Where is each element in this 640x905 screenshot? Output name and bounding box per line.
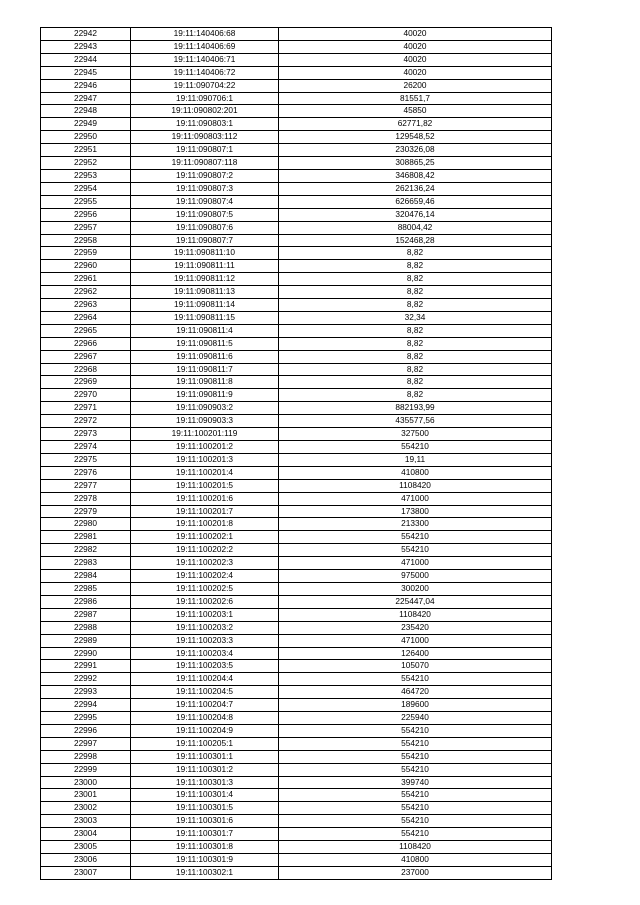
row-number-cell: 22950 [41,131,131,144]
value-cell: 320476,14 [279,208,552,221]
value-cell: 189600 [279,699,552,712]
cadastral-number-cell: 19:11:090807:3 [131,182,279,195]
cadastral-number-cell: 19:11:090811:11 [131,260,279,273]
value-cell: 19,11 [279,453,552,466]
value-cell: 1108420 [279,841,552,854]
table-row [41,531,552,544]
value-cell: 8,82 [279,363,552,376]
row-number-cell: 22960 [41,260,131,273]
row-number-cell: 22958 [41,234,131,247]
table-row [41,131,552,144]
cadastral-number-cell: 19:11:100204:9 [131,724,279,737]
cadastral-number-cell: 19:11:090811:10 [131,247,279,260]
row-number-cell: 22953 [41,169,131,182]
cadastral-number-cell: 19:11:100301:8 [131,841,279,854]
value-cell: 152468,28 [279,234,552,247]
row-number-cell: 22980 [41,518,131,531]
row-number-cell: 22955 [41,195,131,208]
table-row [41,441,552,454]
table-row [41,415,552,428]
row-number-cell: 23007 [41,866,131,879]
cadastral-number-cell: 19:11:090802:201 [131,105,279,118]
cadastral-number-cell: 19:11:090807:2 [131,169,279,182]
value-cell: 554210 [279,802,552,815]
value-cell: 975000 [279,570,552,583]
row-number-cell: 22967 [41,350,131,363]
table-row [41,673,552,686]
value-cell: 8,82 [279,350,552,363]
row-number-cell: 22984 [41,570,131,583]
value-cell: 225447,04 [279,595,552,608]
cadastral-number-cell: 19:11:100202:5 [131,582,279,595]
cadastral-number-cell: 19:11:100204:4 [131,673,279,686]
table-row [41,337,552,350]
cadastral-number-cell: 19:11:100201:7 [131,505,279,518]
table-body [41,28,552,880]
value-cell: 235420 [279,621,552,634]
table-row [41,492,552,505]
cadastral-number-cell: 19:11:140406:69 [131,40,279,53]
table-row [41,647,552,660]
row-number-cell: 22987 [41,608,131,621]
row-number-cell: 22997 [41,737,131,750]
row-number-cell: 22990 [41,647,131,660]
value-cell: 8,82 [279,324,552,337]
value-cell: 129548,52 [279,131,552,144]
row-number-cell: 22947 [41,92,131,105]
row-number-cell: 22952 [41,157,131,170]
cadastral-number-cell: 19:11:100202:6 [131,595,279,608]
value-cell: 105070 [279,660,552,673]
table-row [41,802,552,815]
row-number-cell: 22985 [41,582,131,595]
table-row [41,737,552,750]
row-number-cell: 23002 [41,802,131,815]
value-cell: 8,82 [279,260,552,273]
value-cell: 40020 [279,53,552,66]
table-row [41,273,552,286]
row-number-cell: 22973 [41,428,131,441]
row-number-cell: 22976 [41,466,131,479]
row-number-cell: 22965 [41,324,131,337]
cadastral-number-cell: 19:11:100202:3 [131,557,279,570]
value-cell: 1108420 [279,479,552,492]
cadastral-number-cell: 19:11:100201:3 [131,453,279,466]
value-cell: 1108420 [279,608,552,621]
row-number-cell: 22978 [41,492,131,505]
table-row [41,157,552,170]
cadastral-number-cell: 19:11:100301:3 [131,776,279,789]
cadastral-number-cell: 19:11:100204:5 [131,686,279,699]
row-number-cell: 22970 [41,389,131,402]
value-cell: 173800 [279,505,552,518]
cadastral-number-cell: 19:11:100201:4 [131,466,279,479]
value-cell: 213300 [279,518,552,531]
table-row [41,634,552,647]
value-cell: 554210 [279,750,552,763]
value-cell: 8,82 [279,273,552,286]
row-number-cell: 22998 [41,750,131,763]
cadastral-number-cell: 19:11:100302:1 [131,866,279,879]
table-row [41,66,552,79]
value-cell: 554210 [279,531,552,544]
value-cell: 399740 [279,776,552,789]
row-number-cell: 22977 [41,479,131,492]
cadastral-number-cell: 19:11:100203:4 [131,647,279,660]
row-number-cell: 22996 [41,724,131,737]
cadastral-number-cell: 19:11:140406:71 [131,53,279,66]
table-row [41,234,552,247]
cadastral-number-cell: 19:11:100301:4 [131,789,279,802]
value-cell: 435577,56 [279,415,552,428]
cadastral-number-cell: 19:11:140406:72 [131,66,279,79]
value-cell: 40020 [279,40,552,53]
row-number-cell: 22979 [41,505,131,518]
cadastral-number-cell: 19:11:100201:5 [131,479,279,492]
cadastral-number-cell: 19:11:100201:6 [131,492,279,505]
value-cell: 225940 [279,712,552,725]
row-number-cell: 22999 [41,763,131,776]
table-row [41,389,552,402]
row-number-cell: 22949 [41,118,131,131]
row-number-cell: 23001 [41,789,131,802]
cadastral-number-cell: 19:11:100301:2 [131,763,279,776]
table-row [41,169,552,182]
cadastral-number-cell: 19:11:100205:1 [131,737,279,750]
cadastral-number-cell: 19:11:090807:4 [131,195,279,208]
cadastral-number-cell: 19:11:100202:1 [131,531,279,544]
row-number-cell: 22963 [41,299,131,312]
cadastral-number-cell: 19:11:100204:8 [131,712,279,725]
cadastral-number-cell: 19:11:090803:112 [131,131,279,144]
table-row [41,699,552,712]
table-row [41,311,552,324]
row-number-cell: 22994 [41,699,131,712]
cadastral-number-cell: 19:11:090811:9 [131,389,279,402]
row-number-cell: 22975 [41,453,131,466]
cadastral-number-cell: 19:11:100203:3 [131,634,279,647]
row-number-cell: 22974 [41,441,131,454]
table-row [41,182,552,195]
value-cell: 8,82 [279,389,552,402]
table-row [41,195,552,208]
value-cell: 40020 [279,66,552,79]
value-cell: 471000 [279,634,552,647]
row-number-cell: 23006 [41,854,131,867]
table-row [41,286,552,299]
table-row [41,712,552,725]
cadastral-number-cell: 19:11:090807:118 [131,157,279,170]
table-row [41,686,552,699]
table-row [41,453,552,466]
cadastral-number-cell: 19:11:090706:1 [131,92,279,105]
row-number-cell: 22968 [41,363,131,376]
cadastral-number-cell: 19:11:090807:5 [131,208,279,221]
cadastral-number-cell: 19:11:100301:7 [131,828,279,841]
table-row [41,608,552,621]
table-row [41,479,552,492]
row-number-cell: 22951 [41,144,131,157]
row-number-cell: 22945 [41,66,131,79]
value-cell: 308865,25 [279,157,552,170]
row-number-cell: 22961 [41,273,131,286]
row-number-cell: 22948 [41,105,131,118]
cadastral-number-cell: 19:11:090811:15 [131,311,279,324]
table-row [41,518,552,531]
value-cell: 554210 [279,789,552,802]
row-number-cell: 22946 [41,79,131,92]
row-number-cell: 22981 [41,531,131,544]
row-number-cell: 22995 [41,712,131,725]
value-cell: 554210 [279,673,552,686]
value-cell: 40020 [279,28,552,41]
table-row [41,815,552,828]
table-row [41,621,552,634]
table-row [41,144,552,157]
table-row [41,260,552,273]
table-row [41,595,552,608]
value-cell: 471000 [279,492,552,505]
value-cell: 346808,42 [279,169,552,182]
table-row [41,841,552,854]
cadastral-number-cell: 19:11:090811:5 [131,337,279,350]
table-row [41,776,552,789]
cadastral-number-cell: 19:11:100202:4 [131,570,279,583]
table-row [41,866,552,879]
cadastral-number-cell: 19:11:100203:2 [131,621,279,634]
value-cell: 626659,46 [279,195,552,208]
row-number-cell: 22944 [41,53,131,66]
value-cell: 300200 [279,582,552,595]
row-number-cell: 22966 [41,337,131,350]
row-number-cell: 23005 [41,841,131,854]
row-number-cell: 22971 [41,402,131,415]
row-number-cell: 22962 [41,286,131,299]
table-row [41,40,552,53]
value-cell: 554210 [279,441,552,454]
value-cell: 230326,08 [279,144,552,157]
table-row [41,350,552,363]
table-row [41,544,552,557]
table-row [41,299,552,312]
cadastral-number-cell: 19:11:100301:5 [131,802,279,815]
cadastral-number-cell: 19:11:100201:2 [131,441,279,454]
value-cell: 327500 [279,428,552,441]
table-row [41,466,552,479]
cadastral-number-cell: 19:11:140406:68 [131,28,279,41]
cadastral-number-cell: 19:11:090807:1 [131,144,279,157]
row-number-cell: 22989 [41,634,131,647]
row-number-cell: 22986 [41,595,131,608]
value-cell: 8,82 [279,247,552,260]
cadastral-number-cell: 19:11:100204:7 [131,699,279,712]
cadastral-number-cell: 19:11:100201:119 [131,428,279,441]
value-cell: 32,34 [279,311,552,324]
table-row [41,854,552,867]
cadastral-number-cell: 19:11:090811:4 [131,324,279,337]
document-page [40,27,551,880]
table-row [41,92,552,105]
row-number-cell: 22957 [41,221,131,234]
row-number-cell: 23000 [41,776,131,789]
table-row [41,363,552,376]
value-cell: 8,82 [279,286,552,299]
table-row [41,763,552,776]
table-row [41,247,552,260]
cadastral-number-cell: 19:11:090811:7 [131,363,279,376]
value-cell: 26200 [279,79,552,92]
row-number-cell: 22954 [41,182,131,195]
value-cell: 45850 [279,105,552,118]
table-row [41,221,552,234]
value-cell: 8,82 [279,337,552,350]
cadastral-number-cell: 19:11:100301:9 [131,854,279,867]
table-row [41,324,552,337]
value-cell: 471000 [279,557,552,570]
table-row [41,79,552,92]
cadastral-number-cell: 19:11:090807:7 [131,234,279,247]
row-number-cell: 22964 [41,311,131,324]
value-cell: 8,82 [279,376,552,389]
value-cell: 126400 [279,647,552,660]
row-number-cell: 22942 [41,28,131,41]
table-row [41,118,552,131]
row-number-cell: 22991 [41,660,131,673]
table-row [41,557,552,570]
table-row [41,53,552,66]
table-row [41,428,552,441]
table-row [41,828,552,841]
value-cell: 237000 [279,866,552,879]
row-number-cell: 22992 [41,673,131,686]
value-cell: 554210 [279,737,552,750]
value-cell: 410800 [279,466,552,479]
row-number-cell: 22972 [41,415,131,428]
table-row [41,105,552,118]
table-row [41,789,552,802]
value-cell: 464720 [279,686,552,699]
cadastral-number-cell: 19:11:090903:3 [131,415,279,428]
table-row [41,28,552,41]
value-cell: 81551,7 [279,92,552,105]
cadastral-number-cell: 19:11:090811:14 [131,299,279,312]
table-row [41,570,552,583]
row-number-cell: 23004 [41,828,131,841]
value-cell: 554210 [279,763,552,776]
cadastral-number-cell: 19:11:090807:6 [131,221,279,234]
table-row [41,208,552,221]
value-cell: 88004,42 [279,221,552,234]
row-number-cell: 23003 [41,815,131,828]
data-table [40,27,552,880]
row-number-cell: 22943 [41,40,131,53]
row-number-cell: 22983 [41,557,131,570]
cadastral-number-cell: 19:11:090811:6 [131,350,279,363]
cadastral-number-cell: 19:11:090811:8 [131,376,279,389]
value-cell: 882193,99 [279,402,552,415]
value-cell: 62771,82 [279,118,552,131]
table-row [41,724,552,737]
value-cell: 554210 [279,815,552,828]
row-number-cell: 22959 [41,247,131,260]
cadastral-number-cell: 19:11:100301:1 [131,750,279,763]
cadastral-number-cell: 19:11:100202:2 [131,544,279,557]
value-cell: 410800 [279,854,552,867]
value-cell: 554210 [279,828,552,841]
table-row [41,582,552,595]
table-row [41,376,552,389]
cadastral-number-cell: 19:11:090811:13 [131,286,279,299]
value-cell: 262136,24 [279,182,552,195]
table-row [41,402,552,415]
cadastral-number-cell: 19:11:090803:1 [131,118,279,131]
row-number-cell: 22993 [41,686,131,699]
row-number-cell: 22969 [41,376,131,389]
row-number-cell: 22982 [41,544,131,557]
value-cell: 8,82 [279,299,552,312]
value-cell: 554210 [279,724,552,737]
cadastral-number-cell: 19:11:100201:8 [131,518,279,531]
value-cell: 554210 [279,544,552,557]
cadastral-number-cell: 19:11:100203:5 [131,660,279,673]
cadastral-number-cell: 19:11:090704:22 [131,79,279,92]
cadastral-number-cell: 19:11:100203:1 [131,608,279,621]
table-row [41,505,552,518]
cadastral-number-cell: 19:11:100301:6 [131,815,279,828]
table-row [41,750,552,763]
row-number-cell: 22956 [41,208,131,221]
cadastral-number-cell: 19:11:090811:12 [131,273,279,286]
table-row [41,660,552,673]
cadastral-number-cell: 19:11:090903:2 [131,402,279,415]
row-number-cell: 22988 [41,621,131,634]
